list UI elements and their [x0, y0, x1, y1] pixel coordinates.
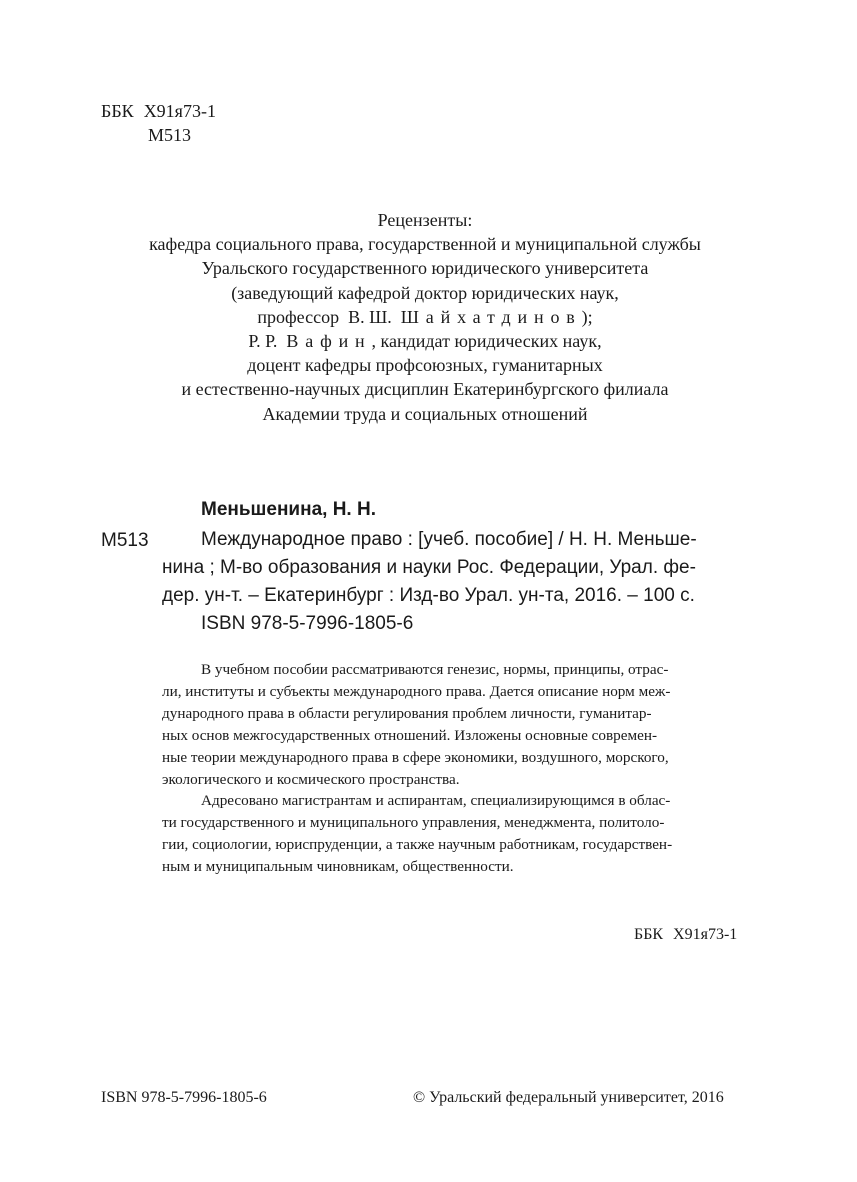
reviewer-line: Уральского государственного юридического университета	[201, 258, 649, 279]
footer-copyright: © Уральский федеральный университет, 2016	[413, 1089, 724, 1106]
reviewer-line: Академии труда и социальных отношений	[262, 403, 588, 424]
reviewer-initials: Р. Р.	[248, 331, 278, 352]
annotation-line: Адресовано магистрантам и аспирантам, специализирующимся в облас-	[201, 792, 671, 810]
annotation-line: В учебном пособии рассматриваются генезис, нормы, принципы, отрас-	[201, 661, 669, 678]
bbk-label: ББК	[101, 101, 134, 121]
reviewer-initials: В. Ш.	[348, 306, 392, 327]
annotation-line: гии, социологии, юриспруденции, а также научным работникам, государствен-	[162, 836, 673, 854]
reviewer-line-suffix: , кандидат юридических наук,	[371, 331, 602, 352]
catalog-description-line: Международное право : [учеб. пособие] / Н. Н. Меньше-	[201, 529, 697, 550]
annotation-line: ным и муниципальным чиновникам, общественности.	[162, 858, 514, 876]
annotation-line: ти государственного и муниципального управления, менеджмента, политоло-	[162, 814, 665, 832]
annotation-line: ные теории международного права в сфере экономики, воздушного, морского,	[162, 748, 669, 766]
reviewer-line: доцент кафедры профсоюзных, гуманитарных	[247, 355, 603, 376]
reviewer-surname: Шайхатдинов	[400, 306, 582, 327]
catalog-author: Меньшенина, Н. Н.	[201, 499, 376, 520]
bbk-classification-bottom	[634, 925, 737, 945]
reviewer-line: кафедра социального права, государственной и муниципальной службы	[149, 234, 701, 255]
reviewer-line: и естественно-научных дисциплин Екатеринбургского филиала	[181, 379, 669, 400]
reviewer-line: (заведующий кафедрой доктор юридических наук,	[231, 282, 619, 303]
catalog-description-line: дер. ун-т. – Екатеринбург : Изд-во Урал. ун-та, 2016. – 100 с.	[162, 585, 695, 606]
catalog-isbn: ISBN 978-5-7996-1805-6	[201, 613, 414, 634]
bbk-label: ББК	[634, 926, 664, 943]
catalog-author-mark: М513	[101, 530, 149, 551]
bbk-classification-top	[101, 99, 216, 123]
reviewer-line-suffix: );	[581, 306, 593, 327]
catalog-description	[162, 526, 752, 638]
bbk-code: Х91я73-1	[143, 101, 216, 121]
catalog-description-line: нина ; М-во образования и науки Рос. Федерации, Урал. фе-	[162, 557, 696, 578]
author-mark-top: М513	[148, 125, 192, 145]
annotation-line: дународного права в области регулирования проблем личности, гуманитар-	[162, 704, 652, 722]
reviewer-line	[100, 305, 750, 329]
bbk-code: Х91я73-1	[673, 926, 738, 943]
reviewer-surname: Вафин	[286, 331, 372, 352]
reviewers-block	[100, 208, 750, 426]
annotation-line: ли, институты и субъекты международного права. Дается описание норм меж-	[162, 682, 671, 700]
reviewers-title: Рецензенты:	[377, 210, 473, 230]
annotation-line: экологического и космического пространства.	[162, 770, 460, 788]
reviewer-line-prefix: профессор	[257, 306, 340, 327]
annotation-block	[162, 659, 752, 878]
footer-isbn: ISBN 978-5-7996-1805-6	[101, 1089, 267, 1106]
annotation-line: ных основ межгосударственных отношений. Изложены основные современ-	[162, 726, 658, 744]
reviewer-line	[100, 329, 750, 353]
